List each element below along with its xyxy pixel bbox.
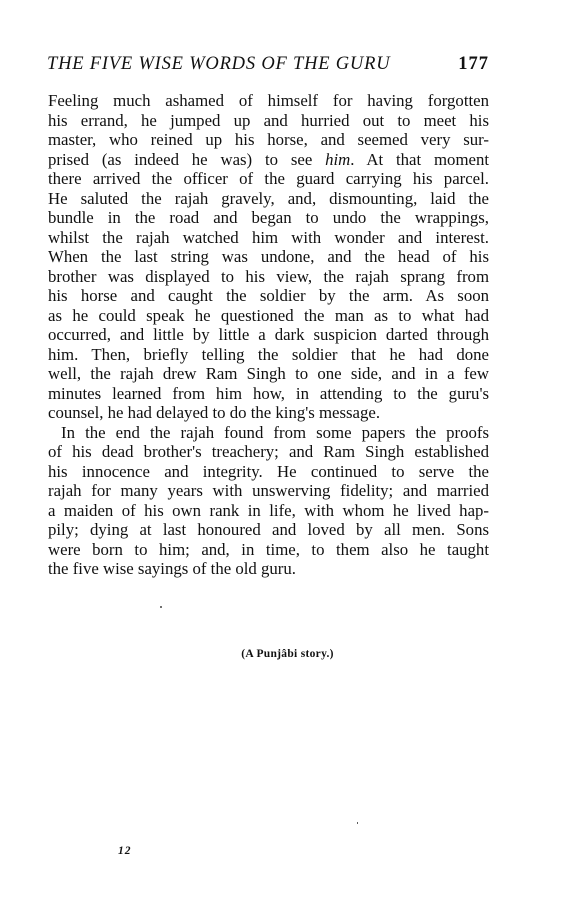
- text-line: his innocence and integrity. He continued to serve the: [48, 461, 489, 481]
- text-line: of his dead brother's treachery; and Ram Singh established: [48, 442, 489, 461]
- text-line: his horse and caught the soldier by the arm. As soon: [48, 286, 489, 305]
- text-line: When the last string was undone, and the head of his: [48, 247, 489, 266]
- text-line: his errand, he jumped up and hurried out to meet his: [48, 110, 489, 130]
- running-head: [47, 54, 489, 78]
- text-line: well, the rajah drew Ram Singh to one side, and in a few: [48, 364, 489, 383]
- text-line: there arrived the officer of the guard carrying his parcel.: [48, 169, 489, 188]
- text-line: bundle in the road and began to undo the wrappings,: [48, 208, 489, 227]
- text-line: whilst the rajah watched him with wonder and interest.: [48, 227, 489, 247]
- text-line: as he could speak he questioned the man as to what had: [48, 305, 489, 325]
- text-line: rajah for many years with unswerving fidelity; and married: [48, 481, 489, 500]
- page-number: 177: [458, 54, 489, 74]
- text-line: occurred, and little by little a dark suspicion darted through: [48, 325, 489, 344]
- text-line: minutes learned from him how, in attending to the guru's: [48, 383, 489, 403]
- emphasis-word: him: [325, 149, 351, 169]
- text-line: Feeling much ashamed of himself for having forgotten: [48, 91, 489, 110]
- text-line: master, who reined up his horse, and seemed very sur-: [48, 130, 489, 149]
- text-line: brother was displayed to his view, the rajah sprang from: [48, 266, 489, 286]
- text-line: him. Then, briefly telling the soldier that he had done: [48, 344, 489, 364]
- print-speck: [160, 606, 162, 608]
- text-line: pily; dying at last honoured and loved by all men. Sons: [48, 520, 489, 539]
- signature-mark: 12: [118, 845, 132, 857]
- text-line: In the end the rajah found from some papers the proofs: [61, 422, 489, 442]
- text-line: a maiden of his own rank in life, with whom he lived hap-: [48, 500, 489, 520]
- body-text: [48, 91, 489, 579]
- print-speck: [357, 822, 358, 824]
- story-attribution: (A Punjâbi story.): [241, 648, 334, 660]
- running-title: THE FIVE WISE WORDS OF THE GURU: [47, 54, 391, 74]
- text-line: counsel, he had delayed to do the king's message.: [48, 403, 381, 422]
- text-line: prised (as indeed he was) to see him. At that moment: [48, 149, 489, 169]
- text-line: the five wise sayings of the old guru.: [48, 559, 296, 578]
- text-line: were born to him; and, in time, to them also he taught: [48, 539, 489, 559]
- text-line: He saluted the rajah gravely, and, dismounting, laid the: [48, 188, 489, 208]
